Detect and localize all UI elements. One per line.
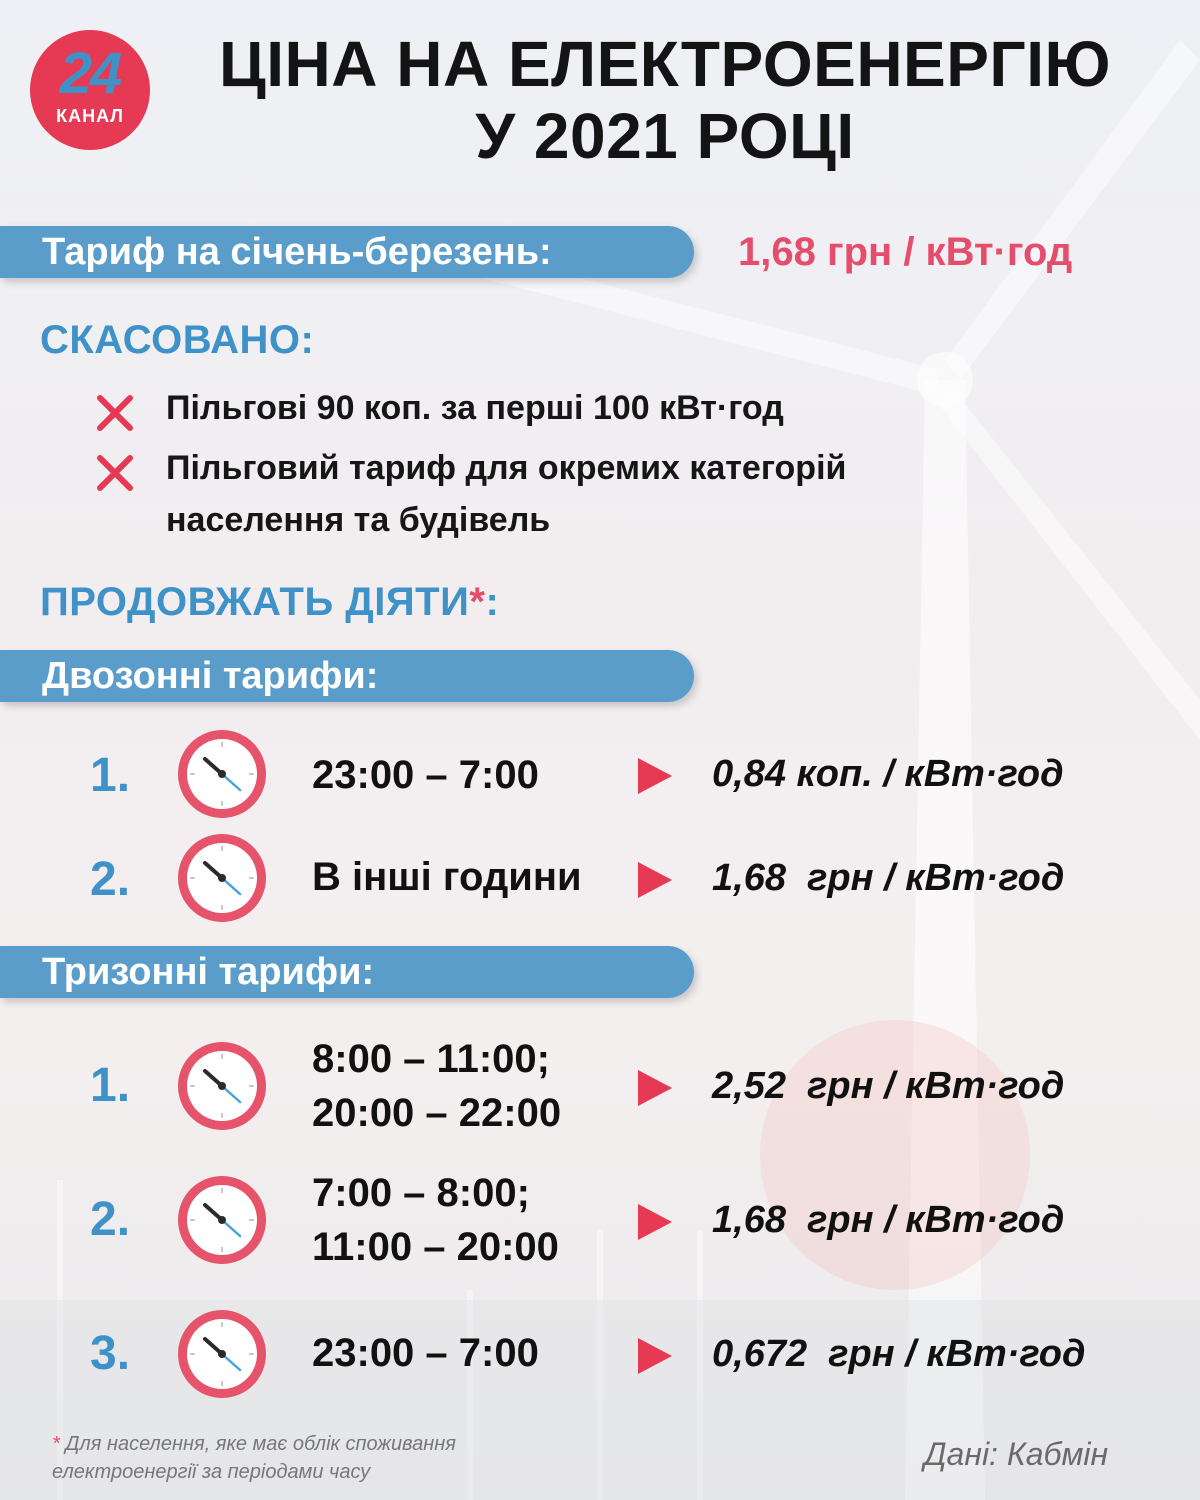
time-range: В інші години — [312, 855, 582, 899]
time-range-line-2: 11:00 – 20:00 — [312, 1225, 559, 1269]
two-zone-label-pill: Двозонні тарифи: — [0, 650, 694, 702]
title-line-2: У 2021 РОЦІ — [475, 100, 855, 172]
footnote-line-1: Для населення, яке має облік споживання — [65, 1433, 456, 1455]
continue-heading — [40, 578, 499, 626]
time-range: 23:00 – 7:00 — [312, 753, 539, 797]
footnote-line-2: електроенергії за періодами часу — [52, 1461, 371, 1483]
price: 1,68 грн / кВт·год — [712, 1199, 1065, 1241]
footnote — [52, 1430, 456, 1486]
price: 1,68 грн / кВт·год — [712, 857, 1065, 899]
clock-icon — [174, 830, 270, 926]
three-zone-label-pill: Тризонні тарифи: — [0, 946, 694, 998]
arrow-right-icon — [638, 1204, 672, 1240]
cross-icon — [94, 452, 136, 494]
time-range — [312, 1032, 561, 1140]
footnote-star: * — [469, 580, 486, 624]
clock-icon — [174, 1038, 270, 1134]
cancelled-item-1 — [166, 382, 784, 434]
data-source: Дані: Кабмін — [924, 1436, 1109, 1472]
price: 0,672 грн / кВт·год — [712, 1333, 1086, 1375]
arrow-right-icon — [638, 758, 672, 794]
arrow-right-icon — [638, 862, 672, 898]
time-range-line-2: 20:00 – 22:00 — [312, 1091, 562, 1135]
cancelled-item-2 — [166, 442, 846, 546]
row-number: 3. — [90, 1327, 131, 1380]
arrow-right-icon — [638, 1070, 672, 1106]
cancelled-item-2-line-1: Пільговий тариф для окремих категорій — [166, 449, 847, 487]
arrow-right-icon — [638, 1338, 672, 1374]
time-range-line-1: 7:00 – 8:00; — [312, 1171, 530, 1215]
cancelled-item-1-line-1: Пільгові 90 коп. за перші 100 кВт·год — [166, 389, 784, 427]
row-number: 2. — [90, 1193, 131, 1246]
logo-channel: КАНАЛ — [56, 106, 124, 126]
continue-heading-text: ПРОДОВЖАТЬ ДІЯТИ — [40, 580, 470, 624]
cancelled-heading: СКАСОВАНО: — [40, 318, 315, 362]
footnote-star: * — [52, 1433, 60, 1455]
page-title — [160, 28, 1170, 172]
row-number: 1. — [90, 749, 131, 802]
tariff-label-pill: Тариф на січень-березень: — [0, 226, 694, 278]
clock-icon — [174, 1172, 270, 1268]
title-line-1: ЦІНА НА ЕЛЕКТРОЕНЕРГІЮ — [219, 28, 1111, 100]
cross-icon — [94, 392, 136, 434]
time-range — [312, 1166, 559, 1274]
continue-heading-colon: : — [485, 580, 500, 624]
time-range-line-1: 8:00 – 11:00; — [312, 1037, 550, 1081]
clock-icon — [174, 726, 270, 822]
channel-logo — [30, 30, 150, 150]
time-range: 23:00 – 7:00 — [312, 1331, 539, 1375]
row-number: 1. — [90, 1059, 131, 1112]
tariff-value: 1,68 грн / кВт·год — [738, 230, 1073, 274]
price: 0,84 коп. / кВт·год — [712, 753, 1064, 795]
row-number: 2. — [90, 853, 131, 906]
cancelled-item-2-line-2: населення та будівель — [166, 501, 551, 539]
price: 2,52 грн / кВт·год — [712, 1065, 1065, 1107]
clock-icon — [174, 1306, 270, 1402]
logo-number: 24 — [59, 41, 121, 106]
